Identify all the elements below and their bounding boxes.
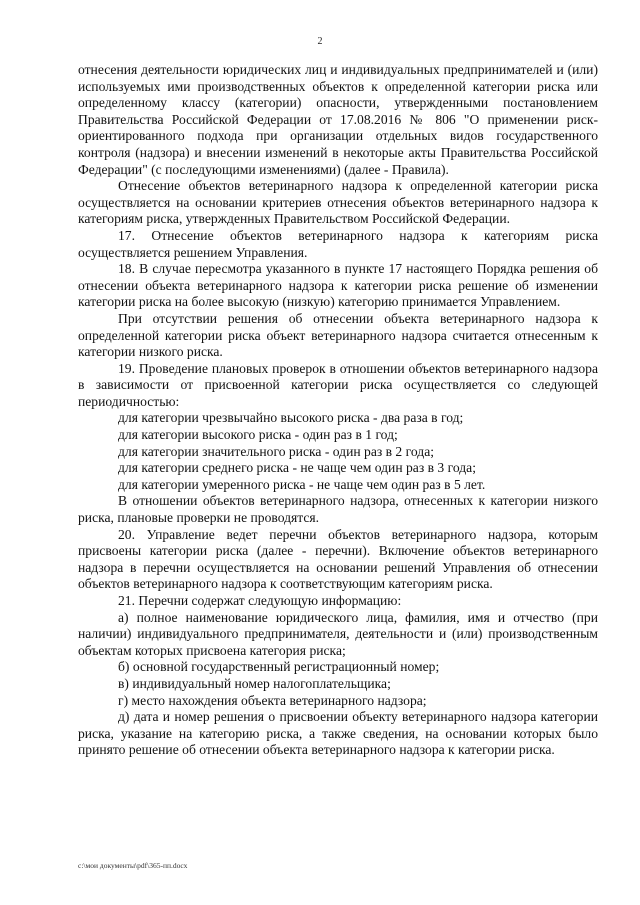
list-item: для категории высокого риска - один раз в 1 год;	[118, 427, 398, 443]
list-item: д) дата и номер решения о присвоении объекту ветеринарного надзора категории риска, указание на категорию риска, а также сведения, на основании которых было принято решение об отнесении объекта ветеринарного надзора к категории риска.	[78, 709, 598, 758]
list-item: для категории значительного риска - один раз в 2 года;	[118, 443, 435, 459]
paragraph: При отсутствии решения об отнесении объекта ветеринарного надзора к определенной категории риска объект ветеринарного надзора считается отнесенным к категории низкого риска.	[78, 310, 598, 360]
list-item: б) основной государственный регистрационный номер;	[118, 659, 440, 675]
list-item: для категории умеренного риска - не чаще чем один раз в 5 лет.	[118, 476, 486, 492]
paragraph: 19. Проведение плановых проверок в отношении объектов ветеринарного надзора в зависимости от присвоенной категории риска осуществляется со следующей периодичностью:	[78, 360, 598, 409]
list-item: для категории среднего риска - не чаще чем один раз в 3 года;	[118, 460, 476, 476]
paragraph: отнесения деятельности юридических лиц и индивидуальных предпринимателей и (или) используемых ими производственных объектов к определенной категории риска или определенному классу (категории) опасности, утвержденными постановлением Правительства Российской Федерации от 17.08.2016 № 806 "О применении риск-ориентированного подхода при организации отдельных видов государственного контроля (надзора) и внесении изменений в некоторые акты Правительства Российской Федерации" (с последующими изменениями) (далее - Правила).	[78, 62, 598, 177]
paragraph: 20. Управление ведет перечни объектов ветеринарного надзора, которым присвоены категории риска (далее - перечни). Включение объектов ветеринарного надзора в перечни осуществляется на основании решений Управления об отнесении объектов ветеринарного надзора к соответствующим категориям риска.	[78, 526, 598, 592]
paragraph: В отношении объектов ветеринарного надзора, отнесенных к категории низкого риска, плановые проверки не проводятся.	[78, 493, 598, 526]
list-item: г) место нахождения объекта ветеринарного надзора;	[118, 692, 427, 708]
page-number: 2	[317, 36, 323, 47]
paragraph: 21. Перечни содержат следующую информацию:	[118, 593, 402, 608]
list-item: для категории чрезвычайно высокого риска - два раза в год;	[118, 410, 464, 426]
file-path-footer: c:\мои документы\pdf\365-пп.docx	[78, 861, 188, 870]
document-body	[78, 62, 598, 759]
list-item: в) индивидуальный номер налогоплательщика;	[118, 675, 391, 691]
paragraph: Отнесение объектов ветеринарного надзора к определенной категории риска осуществляется на основании критериев отнесения объектов ветеринарного надзора к категориям риска, утвержденных Правительством Российской Федерации.	[78, 178, 598, 227]
paragraph: 17. Отнесение объектов ветеринарного надзора к категориям риска осуществляется решением Управления.	[78, 227, 598, 260]
paragraph: 18. В случае пересмотра указанного в пункте 17 настоящего Порядка решения об отнесении объекта ветеринарного надзора к категории риска решение об изменении категории риска на более высокую (низкую) категорию принимается Управлением.	[78, 261, 598, 310]
list-item: а) полное наименование юридического лица, фамилия, имя и отчество (при наличии) индивидуального предпринимателя, деятельности и (или) производственным объектам которых присвоена категория риска;	[78, 609, 598, 658]
